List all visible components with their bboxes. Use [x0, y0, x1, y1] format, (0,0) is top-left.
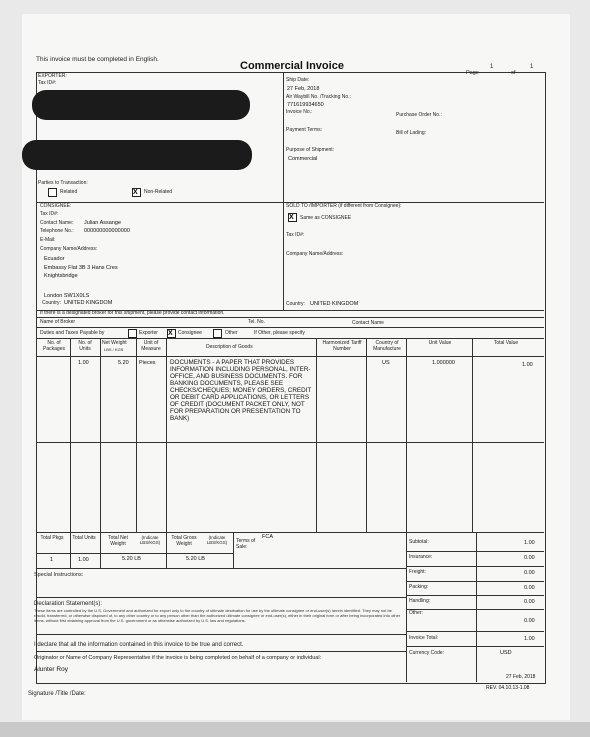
col-header-net-weight: Net Weight: [102, 340, 127, 346]
related-label: Related: [60, 189, 78, 195]
page-label: Page: [466, 70, 479, 76]
total-pkgs: 1: [50, 557, 54, 563]
exporter-tax-id-label: Tax ID#:: [38, 80, 57, 86]
broker-tel-label: Tel. No.: [248, 319, 265, 325]
exporter-label: EXPORTER:: [38, 73, 67, 79]
total-units: 1.00: [78, 557, 89, 563]
charge-rule: [406, 646, 544, 647]
total-units-label: Total Units: [72, 535, 96, 541]
consignee-country-label: Country:: [42, 300, 61, 306]
total-net-label: Total Net Weight: [108, 535, 128, 547]
duties-consignee-label: Consignee: [178, 330, 202, 336]
row-rule: [36, 442, 544, 443]
freight-value: 0.00: [524, 570, 535, 576]
waybill-label: Air Waybill No. /Tracking No.:: [286, 94, 351, 100]
consignee-tax-id-label: Tax ID#:: [40, 211, 59, 217]
contact-name: Julian Assange: [84, 220, 121, 226]
sold-to-label: SOLD TO /IMPORTER (if different from Consignee):: [286, 203, 402, 209]
col-header-lbs-kgs: LBS / KGS: [104, 347, 124, 352]
parties-label: Parties to Transaction:: [38, 180, 88, 186]
duties-label: Duties and Taxes Payable by: [40, 330, 105, 336]
purpose-value: Commercial: [288, 156, 318, 162]
broker-name-label: Name of Broker: [40, 319, 76, 325]
broker-contact-label: Contact Name: [352, 320, 384, 326]
row-unit-measure: Pieces: [139, 360, 156, 366]
consignee-divider: [283, 202, 284, 310]
invoice-total-value: 1.00: [524, 636, 535, 642]
col-header-country: Country of Manufacture: [373, 340, 401, 352]
charge-rule: [406, 566, 544, 567]
sold-to-country: UNITED KINGDOM: [310, 301, 359, 307]
column-rule: [406, 338, 407, 532]
email-label: E-Mail:: [40, 237, 56, 243]
terms-of-sale-label: Terms of Sale:: [236, 538, 256, 550]
certify-statement: I declare that all the information contained in this invoice to be true and correct.: [34, 642, 244, 648]
telephone-label: Telephone No.:: [40, 228, 74, 234]
insurance-value: 0.00: [524, 555, 535, 561]
redaction-bar: [32, 90, 250, 120]
terms-of-sale: FCA: [262, 534, 273, 540]
charges-divider: [406, 532, 407, 682]
sold-to-tax-id-label: Tax ID#:: [286, 232, 305, 238]
english-note: This invoice must be completed in English.: [36, 56, 159, 63]
row-unit-value: 1.000000: [432, 360, 455, 366]
row-country: US: [382, 360, 390, 366]
section-rule: [36, 597, 406, 598]
exporter-divider: [283, 72, 284, 202]
total-gross-weight: 5.20 LB: [186, 556, 205, 562]
originator-name: Alunter Roy: [34, 666, 68, 673]
subtotal-label: Subtotal:: [409, 539, 429, 545]
signature-label: Signature /Title /Date:: [28, 691, 86, 697]
freight-label: Freight:: [409, 569, 426, 575]
section-rule: [36, 634, 406, 635]
col-header-total-value: Total Value: [493, 340, 519, 346]
address-line: London SW1X0LS: [44, 293, 90, 299]
non-related-checkbox[interactable]: [132, 188, 141, 197]
column-rule: [136, 338, 137, 532]
other-charge-label: Other:: [409, 610, 423, 616]
column-rule: [166, 532, 167, 568]
column-rule: [70, 338, 71, 532]
row-description: DOCUMENTS - A PAPER THAT PROVIDES INFORMATION INCLUDING PERSONAL, INTER-OFFICE, AND BUSINESS DOCUMENTS. FOR BANKING DOCUMENTS, PLEASE SEE CHECKS/CHEQUES; MONEY ORDERS, CREDIT OR DEBIT CARD APPLICATIONS, OR LETTERS OF CREDIT (DOCUMENT PACKET ONLY, NOT FOR PREPARATION OR PRESENTATION TO BANK): [170, 359, 312, 422]
invoice-total-label: Invoice Total:: [409, 635, 439, 641]
total-net-weight: 5.20 LB: [122, 556, 141, 562]
charge-rule: [406, 581, 544, 582]
totals-bottom-rule: [36, 568, 406, 569]
insurance-label: Insurance:: [409, 554, 433, 560]
purpose-label: Purpose of Shipment:: [286, 147, 335, 153]
duties-other-label: Other: [225, 330, 238, 336]
declaration-label: Declaration Statement(s):: [34, 601, 103, 607]
row-units: 1.00: [78, 360, 89, 366]
consignee-country: UNITED KINGDOM: [64, 300, 113, 306]
payment-terms-label: Payment Terms:: [286, 127, 323, 133]
currency-value: USD: [500, 650, 512, 656]
consignee-label: CONSIGNEE:: [40, 203, 72, 209]
page-total: 1: [530, 64, 534, 70]
handling-value: 0.00: [524, 599, 535, 605]
ship-date-label: Ship Date:: [286, 77, 310, 83]
of-label: of: [511, 70, 516, 76]
duties-consignee-checkbox[interactable]: [167, 329, 176, 338]
charges-value-divider: [476, 532, 477, 682]
address-line: Ecuador: [44, 256, 65, 262]
redaction-bar: [22, 140, 252, 170]
charge-rule: [406, 595, 544, 596]
col-header-description: Description of Goods: [206, 344, 253, 350]
column-rule: [366, 338, 367, 532]
col-header-unit-value: Unit Value: [428, 340, 452, 346]
non-related-label: Non-Related: [144, 189, 173, 195]
invoice-title: Commercial Invoice: [240, 60, 344, 72]
total-pkgs-label: Total Pkgs: [40, 535, 64, 541]
handling-label: Handling:: [409, 598, 431, 604]
col-header-units: No. of Units: [78, 340, 92, 352]
address-line: Knightsbridge: [44, 273, 78, 279]
company-address-label: Company Name/Address:: [40, 246, 98, 252]
revision-code: REV. 04.10.13-1.08: [486, 685, 530, 691]
row-total-value: 1.00: [522, 362, 533, 368]
ship-date: 27 Feb, 2018: [287, 86, 320, 92]
sold-to-company-label: Company Name/Address:: [286, 251, 344, 257]
section-rule: [36, 651, 406, 652]
other-charge-value: 0.00: [524, 618, 535, 624]
table-top-rule: [36, 338, 544, 339]
charge-rule: [406, 551, 544, 552]
duties-exporter-checkbox[interactable]: [128, 329, 137, 338]
signature-date: 27 Feb, 2018: [506, 674, 536, 680]
declaration-text: These items are controlled by the U.S. Government and authorized for export only to the country of ultimate destination for use by the ultimate consignee or end-user(s) herein identified. They may not be resold, transferred, or otherwise disposed of, to any other country or to any person other than the authorized ultimate consignee or end-user(s), either in their original form or after being incorporated into other items, without first obtaining approval from the U.S. government or as otherwise authorized by U.S. law and regulations.: [34, 608, 401, 623]
bill-of-lading-label: Bill of Lading:: [396, 130, 427, 136]
sold-to-country-label: Country:: [286, 301, 305, 307]
same-as-consignee-checkbox[interactable]: [288, 213, 297, 222]
waybill-number: 771619934650: [287, 102, 324, 108]
column-rule: [233, 532, 234, 568]
charge-rule: [406, 609, 544, 610]
charge-rule: [406, 631, 544, 632]
total-gross-label: Total Gross Weight: [171, 535, 197, 547]
contact-name-label: Contact Name:: [40, 220, 74, 226]
telephone: 000000000000000: [84, 228, 130, 234]
packing-label: Packing:: [409, 584, 429, 590]
column-rule: [100, 532, 101, 568]
row-net-weight: 5.20: [118, 360, 129, 366]
broker-note: If there is a designated broker for this shipment, please provide contact information.: [40, 310, 225, 316]
currency-label: Currency Code:: [409, 650, 445, 656]
col-header-tariff: Harmonized Tariff Number: [322, 340, 362, 352]
subtotal-value: 1.00: [524, 540, 535, 546]
total-net-indicate: (Indicate LBS/KGS): [139, 535, 161, 545]
totals-rule: [36, 532, 544, 533]
totals-row-rule: [36, 553, 233, 554]
section-rule: [36, 327, 544, 328]
special-instructions-label: Special Instructions:: [34, 572, 84, 578]
duties-other-note: If Other, please specify: [254, 330, 305, 336]
col-header-packages: No. of Packages: [43, 340, 65, 352]
column-rule: [100, 338, 101, 532]
footer-band: [0, 722, 590, 737]
invoice-no-label: Invoice No.:: [286, 109, 313, 115]
page-number: 1: [490, 64, 494, 70]
duties-other-checkbox[interactable]: [213, 329, 222, 338]
column-rule: [70, 532, 71, 568]
section-rule: [36, 317, 544, 318]
packing-value: 0.00: [524, 585, 535, 591]
duties-exporter-label: Exporter: [139, 330, 158, 336]
col-header-unit-measure: Unit of Measure: [141, 340, 161, 352]
column-rule: [316, 338, 317, 532]
address-line: Embassy Flat 3B 3 Hans Cres: [44, 265, 118, 271]
originator-label: Originator or Name of Company Representative if the invoice is being completed on behalf of a company or individual:: [34, 655, 322, 661]
related-checkbox[interactable]: [48, 188, 57, 197]
column-rule: [472, 338, 473, 532]
column-rule: [166, 338, 167, 532]
same-as-consignee-label: Same as CONSIGNEE: [300, 215, 352, 221]
total-gross-indicate: (Indicate LBS/KGS): [206, 535, 228, 545]
po-label: Purchase Order No.:: [396, 112, 442, 118]
table-header-rule: [36, 356, 544, 357]
